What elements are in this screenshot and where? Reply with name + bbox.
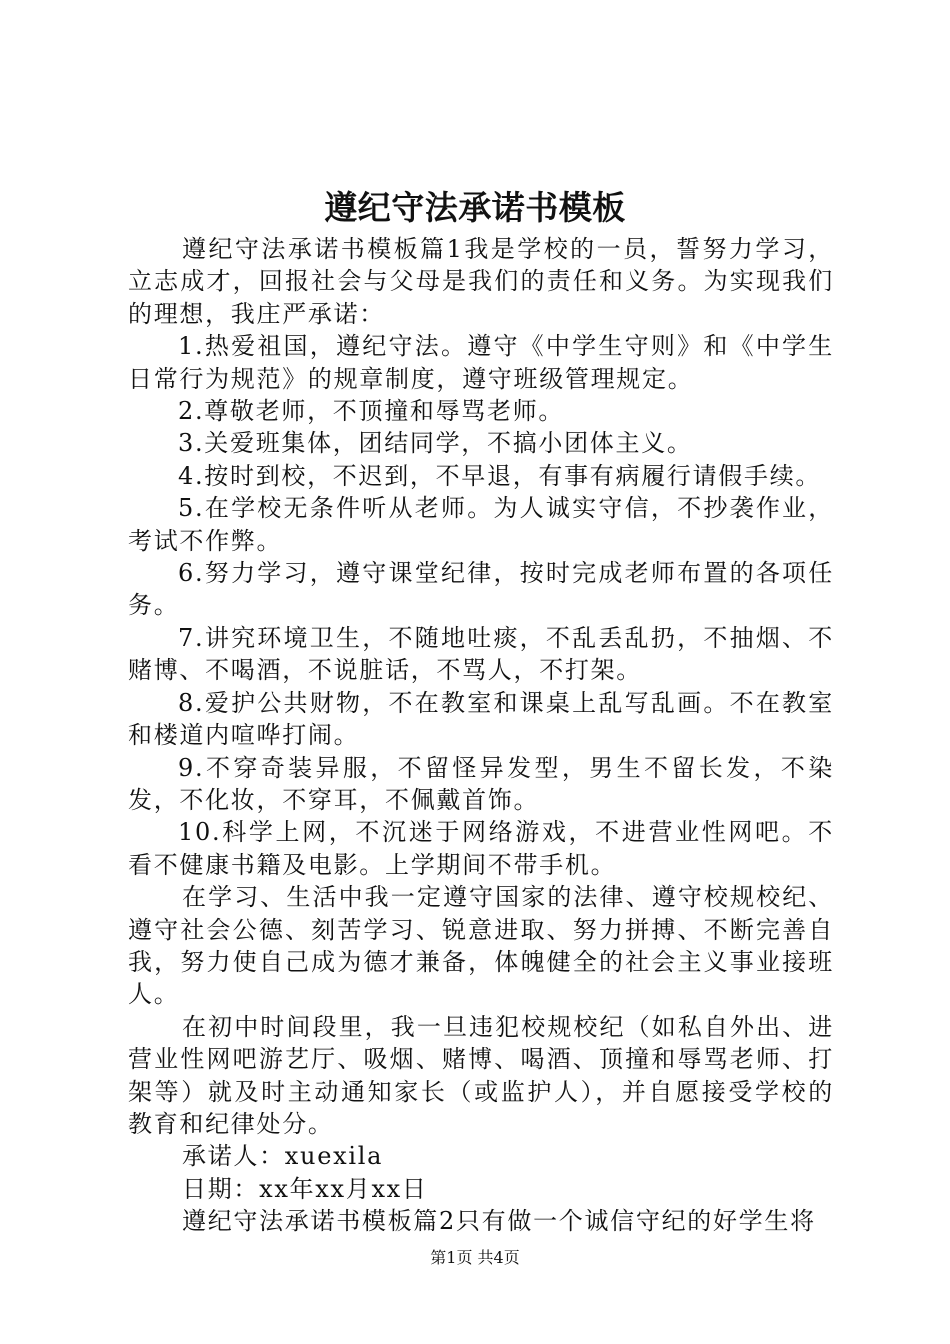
- paragraph-item-8: 8.爱护公共财物，不在教室和课桌上乱写乱画。不在教室和楼道内喧哗打闹。: [128, 688, 834, 750]
- page-number-footer: 第1页 共4页: [430, 1248, 520, 1267]
- document-title: 遵纪守法承诺书模板: [324, 188, 626, 227]
- document-body: [128, 233, 834, 1238]
- paragraph-item-3: 3.关爱班集体，团结同学，不搞小团体主义。: [178, 429, 693, 458]
- paragraph-item-10: 10.科学上网，不沉迷于网络游戏，不进营业性网吧。不看不健康书籍及电影。上学期间不带手机。: [128, 818, 834, 879]
- paragraph-intro: 遵纪守法承诺书模板篇1我是学校的一员，誓努力学习，立志成才，回报社会与父母是我们的责任和义务。为实现我们的理想，我庄严承诺：: [128, 235, 834, 328]
- signature-line: 承诺人：xuexila: [182, 1142, 384, 1171]
- paragraph-item-9: 9.不穿奇装异服，不留怪异发型，男生不留长发，不染发，不化妆，不穿耳，不佩戴首饰。: [128, 753, 834, 814]
- paragraph-template-2: 遵纪守法承诺书模板篇2只有做一个诚信守纪的好学生将: [182, 1207, 816, 1236]
- paragraph-item-1: 1.热爱祖国，遵纪守法。遵守《中学生守则》和《中学生日常行为规范》的规章制度，遵守班级管理规定。: [128, 332, 834, 393]
- paragraph-item-7: 7.讲究环境卫生，不随地吐痰，不乱丢乱扔，不抽烟、不赌博、不喝酒，不说脏话，不骂人，不打架。: [128, 623, 834, 685]
- paragraph-violation: 在初中时间段里，我一旦违犯校规校纪（如私自外出、进营业性网吧游艺厅、吸烟、赌博、喝酒、顶撞和辱骂老师、打架等）就及时主动通知家长（或监护人），并自愿接受学校的教育和纪律处分。: [128, 1012, 834, 1138]
- paragraph-item-5: 5.在学校无条件听从老师。为人诚实守信，不抄袭作业，考试不作弊。: [128, 494, 834, 555]
- paragraph-item-6: 6.努力学习，遵守课堂纪律，按时完成老师布置的各项任务。: [128, 559, 834, 620]
- paragraph-item-4: 4.按时到校，不迟到，不早退，有事有病履行请假手续。: [178, 461, 822, 490]
- date-line: 日期：xx年xx月xx日: [182, 1174, 428, 1203]
- paragraph-item-2: 2.尊敬老师，不顶撞和辱骂老师。: [178, 397, 565, 426]
- paragraph-commitment: 在学习、生活中我一定遵守国家的法律、遵守校规校纪、遵守社会公德、刻苦学习、锐意进取、努力拼搏、不断完善自我，努力使自己成为德才兼备，体魄健全的社会主义事业接班人。: [128, 883, 834, 1009]
